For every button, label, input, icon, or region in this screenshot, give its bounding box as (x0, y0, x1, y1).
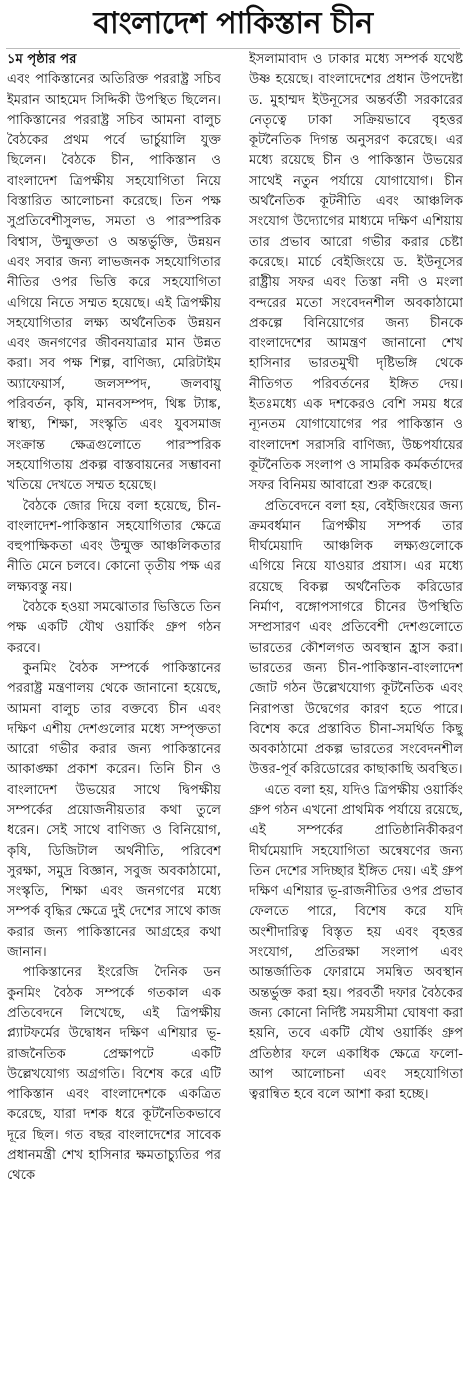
article-paragraph: কুনমিং বৈঠক সম্পর্কে পাকিস্তানের পররাষ্ট্র মন্ত্রণালয় থেকে জানানো হয়েছে, আমনা বালুচ তার বক্তব্যে চীন এবং দক্ষিণ এশীয় দেশগুলোর মধ্যে সম্পৃক্ততা আরো গভীর করার জন্য পাকিস্তানের আকাঙ্ক্ষা প্রকাশ করেন। তিনি চীন ও বাংলাদেশ উভয়ের সাথে দ্বিপক্ষীয় সম্পর্কের প্রয়োজনীয়তার কথা তুলে ধরেন। সেই সাথে বাণিজ্য ও বিনিয়োগ, কৃষি, ডিজিটাল অর্থনীতি, পরিবেশ সুরক্ষা, সমুদ্র বিজ্ঞান, সবুজ অবকাঠামো, সংস্কৃতি, শিক্ষা এবং জনগণের মধ্যে সম্পর্ক বৃদ্ধির ক্ষেত্রে দুই দেশের সাথে কাজ করার জন্য পাকিস্তানের আগ্রহের কথা জানান। (7, 660, 221, 961)
article-paragraph: পাকিস্তানের ইংরেজি দৈনিক ডন কুনমিং বৈঠক সম্পর্কে গতকাল এক প্রতিবেদনে লিখেছে, এই ত্রিপক্ষীয় প্ল্যাটফর্মের উদ্বোধন দক্ষিণ এশিয়ার ভূ-রাজনৈতিক প্রেক্ষাপটে একটি উল্লেখযোগ্য অগ্রগতি। বিশেষ করে এটি পাকিস্তান এবং বাংলাদেশকে একত্রিত করেছে, যারা দশক ধরে কূটনৈতিকভাবে দূরে ছিল। গত বছর বাংলাদেশের সাবেক প্রধানমন্ত্রী শেখ হাসিনার ক্ষমতাচ্যুতির পর থেকে (7, 965, 221, 1184)
article-column-right (249, 50, 463, 1370)
paragraph-text: এবং পাকিস্তানের অতিরিক্ত পররাষ্ট্র সচিব ইমরান আহমেদ সিদ্দিকী উপস্থিত ছিলেন। পাকিস্তানের পররাষ্ট্র সচিব আমনা বালুচ বৈঠকের প্রথম পর্বে ভার্চুয়ালি যুক্ত ছিলেন। বৈঠকে চীন, পাকিস্তান ও বাংলাদেশ ত্রিপক্ষীয় সহযোগিতা নিয়ে বিস্তারিত আলোচনা করেছে। তিন পক্ষ সুপ্রতিবেশীসুলভ, সমতা ও পারস্পরিক বিশ্বাস, উন্মুক্ততা ও অন্তর্ভুক্তি, উন্নয়ন এবং সবার জন্য লাভজনক সহযোগিতার নীতির ওপর ভিত্তি করে সহযোগিতা এগিয়ে নিতে সম্মত হয়েছে। এই ত্রিপক্ষীয় সহযোগিতার লক্ষ্য অর্থনৈতিক উন্নয়ন এবং জনগণের জীবনযাত্রার মান উন্নত করা। সব পক্ষ শিল্প, বাণিজ্য, মেরিটাইম অ্যাফেয়ার্স, জলসম্পদ, জলবায়ু পরিবর্তন, কৃষি, মানবসম্পদ, থিঙ্ক ট্যাঙ্ক, স্বাস্থ্য, শিক্ষা, সংস্কৃতি এবং যুবসমাজ সংক্রান্ত ক্ষেত্রগুলোতে পারস্পরিক সহযোগিতায় প্রকল্প বাস্তবায়নের সম্ভাবনা খতিয়ে দেখতে সম্মত হয়েছে। (7, 72, 221, 494)
article-paragraph: প্রতিবেদনে বলা হয়, বেইজিংয়ের জন্য ক্রমবর্ধমান ত্রিপক্ষীয় সম্পর্ক তার দীর্ঘমেয়াদি আঞ্চলিক লক্ষ্যগুলোকে এগিয়ে নিয়ে যাওয়ার প্রয়াস। এর মধ্যে রয়েছে বিকল্প অর্থনৈতিক করিডোর নির্মাণ, বঙ্গোপসাগরে চীনের উপস্থিতি সম্প্রসারণ এবং প্রতিবেশী দেশগুলোতে ভারতের কৌশলগত অবস্থান হ্রাস করা। ভারতের জন্য চীন-পাকিস্তান-বাংলাদেশ জোট গঠন উল্লেখযোগ্য কূটনৈতিক এবং নিরাপত্তা উদ্বেগের কারণ হতে পারে। বিশেষ করে প্রস্তাবিত চীনা-সমর্থিত কিছু অবকাঠামো প্রকল্প ভারতের সংবেদনশীল উত্তর-পূর্ব করিডোরের কাছাকাছি অবস্থিত। (249, 498, 463, 778)
article-paragraph (7, 50, 221, 497)
article-paragraph: ইসলামাবাদ ও ঢাকার মধ্যে সম্পর্ক যথেষ্ট উষ্ণ হয়েছে। বাংলাদেশের প্রধান উপদেষ্টা ড. মুহাম্মদ ইউনূসের অন্তর্বর্তী সরকারের নেতৃত্বে ঢাকা সক্রিয়ভাবে বৃহত্তর কূটনৈতিক দিগন্ত অনুসরণ করেছে। এর মধ্যে রয়েছে চীন ও পাকিস্তান উভয়ের সাথেই নতুন পর্যায়ে যোগাযোগ। চীন অর্থনৈতিক কূটনীতি এবং আঞ্চলিক সংযোগ উদ্যোগের মাধ্যমে দক্ষিণ এশিয়ায় তার প্রভাব আরো গভীর করার চেষ্টা করেছে। মার্চে বেইজিংয়ে ড. ইউনূসের রাষ্ট্রীয় সফর এবং তিস্তা নদী ও মংলা বন্দরের মতো সংবেদনশীল অবকাঠামো প্রকল্পে বিনিয়োগের জন্য চীনকে বাংলাদেশের আমন্ত্রণ জানানো শেখ হাসিনার ভারতমুখী দৃষ্টিভঙ্গি থেকে নীতিগত পরিবর্তনের ইঙ্গিত দেয়। ইতঃমধ্যে এক দশকেরও বেশি সময় ধরে ন্যূনতম যোগাযোগের পর পাকিস্তান ও বাংলাদেশ সরাসরি বাণিজ্য, উচ্চপর্যায়ের কূটনৈতিক সংলাপ ও সামরিক কর্মকর্তাদের সফর বিনিময় আবারো শুরু করেছে। (249, 52, 463, 494)
headline: বাংলাদেশ পাকিস্তান চীন (93, 6, 373, 41)
headline-divider (6, 48, 460, 49)
continued-from-label: ১ম পৃষ্ঠার পর (7, 52, 77, 67)
article-paragraph: বৈঠকে জোর দিয়ে বলা হয়েছে, চীন-বাংলাদেশ-পাকিস্তান সহযোগিতার ক্ষেত্রে বহুপাক্ষিকতা এবং উন্মুক্ত আঞ্চলিকতার নীতি মেনে চলবে। কোনো তৃতীয় পক্ষ এর লক্ষ্যবস্তু নয়। (7, 498, 221, 595)
article-paragraph: বৈঠকে হওয়া সমঝোতার ভিত্তিতে তিন পক্ষ একটি যৌথ ওয়ার্কিং গ্রুপ গঠন করবে। (7, 600, 221, 656)
article-paragraph: এতে বলা হয়, যদিও ত্রিপক্ষীয় ওয়ার্কিং গ্রুপ গঠন এখনো প্রাথমিক পর্যায়ে রয়েছে, এই সম্পর্কের প্রাতিষ্ঠানিকীকরণ দীর্ঘমেয়াদি সহযোগিতা অন্বেষণের জন্য তিন দেশের সদিচ্ছার ইঙ্গিত দেয়। এই গ্রুপ দক্ষিণ এশিয়ার ভূ-রাজনীতির ওপর প্রভাব ফেলতে পারে, বিশেষ করে যদি অংশীদারিত্ব বিস্তৃত হয় এবং বৃহত্তর সংযোগ, প্রতিরক্ষা সংলাপ এবং আন্তর্জাতিক ফোরামে সমন্বিত অবস্থান অন্তর্ভুক্ত করা হয়। পরবর্তী দফার বৈঠকের জন্য কোনো নির্দিষ্ট সময়সীমা ঘোষণা করা হয়নি, তবে একটি যৌথ ওয়ার্কিং গ্রুপ প্রতিষ্ঠার ফলে একাধিক ক্ষেত্রে ফলো-আপ আলোচনা এবং সহযোগিতা ত্বরান্বিত হবে বলে আশা করা হচ্ছে। (249, 782, 463, 1103)
article-column-left (7, 50, 221, 1370)
